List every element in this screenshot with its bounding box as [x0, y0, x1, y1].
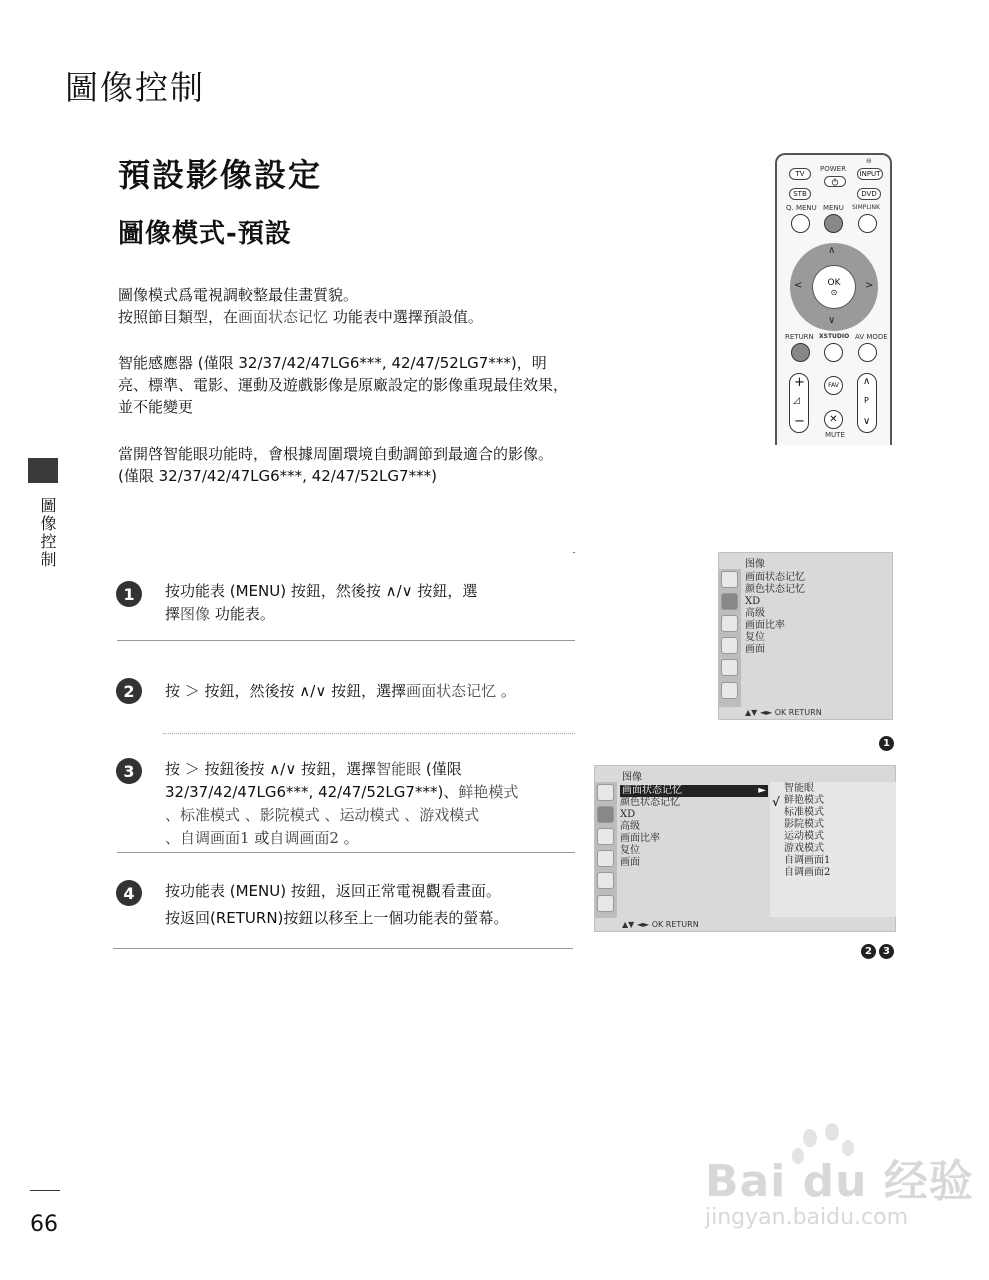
step-3-text: 按 ＞ 按鈕後按 ∧/∨ 按鈕，選擇智能眼 (僅限 32/37/42/47LG6***, 42/47/52LG7***)、鲜艳模式 、标准模式 、影院模式 、运动模式 、游戏模式 、自调画面1 或自调画面2 。: [165, 760, 519, 847]
osd-menu-picture: [718, 552, 893, 720]
page-number-rule: [30, 1190, 60, 1191]
osd2-item: 画面比率: [620, 833, 660, 844]
input-button: INPUT: [857, 168, 883, 180]
program-down-icon: ∨: [863, 416, 871, 427]
osd2-sub-item: 影院模式: [784, 819, 824, 830]
eye-paragraph: 當開啓智能眼功能時，會根據周圍環境自動調節到最適合的影像。(僅限 32/37/42/47LG6***, 42/47/52LG7***): [118, 445, 554, 485]
menu-label: MENU: [823, 204, 844, 212]
side-tab-marker: [28, 458, 58, 483]
tv-button: TV: [789, 168, 811, 180]
power-icon: [831, 178, 839, 186]
osd1-item: 画面比率: [745, 620, 785, 631]
osd2-item-selected: 画面状态记忆 ►: [622, 785, 766, 796]
step-4-text: 按功能表 (MENU) 按鈕，返回正常電視觀看畫面。 按返回(RETURN)按鈕以移至上一個功能表的螢幕。: [165, 882, 509, 927]
simplink-button: [858, 214, 877, 233]
osd1-input-icon: [721, 682, 738, 699]
osd2-option-icon: [597, 872, 614, 889]
osd1-setup-icon: [721, 571, 738, 588]
osd2-item: 颜色状态记忆: [620, 797, 680, 808]
page-number: 66: [30, 1212, 58, 1237]
up-arrow-icon: ∧: [828, 245, 836, 256]
stb-button: STB: [789, 188, 811, 200]
remote-control: [775, 153, 892, 445]
chapter-title: 圖像控制: [65, 68, 205, 107]
qmenu-label: Q. MENU: [786, 204, 817, 212]
osd1-item-list: [745, 572, 805, 656]
power-label: POWER: [820, 165, 846, 173]
side-tab-label: 圖像控制: [38, 497, 57, 569]
dvd-button: DVD: [857, 188, 881, 200]
intro-line-2: 按照節目類型，在画面状态记忆 功能表中選擇預設值。: [118, 308, 483, 326]
osd2-time-icon: [597, 850, 614, 867]
osd2-item: 高级: [620, 821, 640, 832]
osd2-setup-icon: [597, 784, 614, 801]
step-divider-1: [117, 640, 575, 641]
osd2-sub-item: 游戏模式: [784, 843, 824, 854]
osd2-item-list: [620, 785, 768, 869]
osd1-item: XD: [745, 596, 761, 607]
volume-icon: ◿: [793, 396, 800, 406]
return-button: [791, 343, 810, 362]
step-2-text: 按 ＞ 按鈕，然後按 ∧/∨ 按鈕，選擇画面状态记忆 。: [165, 682, 516, 700]
osd2-submenu: [770, 782, 896, 917]
step-divider-2: [163, 733, 575, 734]
step-divider-3: [117, 852, 575, 853]
fav-button: FAV: [824, 376, 843, 395]
osd1-item: 复位: [745, 632, 765, 643]
osd1-icon-column: [719, 569, 741, 707]
osd2-item: 画面: [620, 857, 640, 868]
osd1-header: 图像: [745, 559, 765, 570]
osd2-header: 图像: [622, 772, 642, 783]
intro-paragraph: [118, 284, 568, 328]
osd2-arrow-icon: ►: [758, 785, 766, 796]
step-divider-4: [113, 948, 573, 949]
osd2-picture-icon: [597, 806, 614, 823]
osd1-option-icon: [721, 659, 738, 676]
watermark-url: jingyan.baidu.com: [705, 1205, 909, 1230]
osd2-input-icon: [597, 895, 614, 912]
right-arrow-icon: >: [865, 280, 874, 291]
qmenu-button: [791, 214, 810, 233]
osd2-sub-item-checked: √ 鲜艳模式: [772, 795, 824, 809]
mute-icon: ✕: [824, 410, 843, 429]
return-label: RETURN: [785, 333, 814, 341]
avmode-label: AV MODE: [855, 333, 888, 341]
step-2-number: 2: [116, 678, 142, 704]
stray-dot: [573, 552, 575, 553]
osd2-sub-item: 自调画面2: [784, 867, 831, 878]
subsection-title: 圖像模式-預設: [118, 219, 292, 249]
osd1-time-icon: [721, 637, 738, 654]
menu-button: [824, 214, 843, 233]
osd1-audio-icon: [721, 615, 738, 632]
xstudio-button: [824, 343, 843, 362]
program-up-icon: ∧: [863, 376, 871, 387]
program-rocker: ∧ P ∨: [857, 373, 877, 433]
volume-rocker: + ◿ −: [789, 373, 809, 433]
osd2-sub-item: 运动模式: [784, 831, 824, 842]
osd1-footer: ▲▼ ◄► OK RETURN: [745, 708, 822, 717]
ok-button: OK ⊙: [812, 265, 856, 309]
osd2-icon-column: [595, 782, 617, 918]
osd1-item: 画面状态记忆: [745, 572, 805, 583]
osd1-caption: 1: [879, 736, 894, 751]
osd2-audio-icon: [597, 828, 614, 845]
osd2-sub-item: 自调画面1: [784, 855, 831, 866]
watermark-brand: Bai du 经验: [705, 1156, 974, 1207]
osd2-caption-b: 3: [879, 944, 894, 959]
mute-label: MUTE: [825, 431, 845, 439]
osd2-caption-a: 2: [861, 944, 876, 959]
osd2-sub-item: 标准模式: [784, 807, 824, 818]
power-button: [824, 176, 846, 187]
osd1-item: 画面: [745, 644, 765, 655]
left-arrow-icon: <: [794, 280, 803, 291]
intro-line-1: 圖像模式爲電視調較整最佳畫質貌。: [118, 286, 359, 304]
sensor-paragraph: 智能感應器 (僅限 32/37/42/47LG6***, 42/47/52LG7***)，明亮、標準、電影、運動及遊戲影像是原廠設定的影像重現最佳效果，並不能變更: [118, 354, 569, 416]
simplink-label: SIMPLINK: [852, 204, 880, 211]
osd1-item: 高级: [745, 608, 765, 619]
step-1-number: 1: [116, 581, 142, 607]
step-4-number: 4: [116, 880, 142, 906]
step-1-text: 按功能表 (MENU) 按鈕，然後按 ∧/∨ 按鈕，選 擇图像 功能表。: [165, 582, 478, 623]
step-3-number: 3: [116, 758, 142, 784]
osd2-item: 复位: [620, 845, 640, 856]
ok-dot-icon: ⊙: [830, 287, 838, 297]
down-arrow-icon: ∨: [828, 315, 836, 326]
osd-menu-picture-mode: [594, 765, 896, 932]
osd1-item: 颜色状态记忆: [745, 584, 805, 595]
checkmark-icon: √: [772, 795, 780, 809]
osd2-footer: ▲▼ ◄► OK RETURN: [622, 920, 699, 929]
osd2-sub-item: 智能眼: [784, 783, 814, 794]
section-title: 預設影像設定: [118, 156, 323, 194]
osd2-item: XD: [620, 809, 636, 820]
osd1-picture-icon: [721, 593, 738, 610]
avmode-button: [858, 343, 877, 362]
input-icon: ⊖: [866, 157, 872, 165]
dpad: [790, 243, 878, 331]
xstudio-label: XSTUDIO: [819, 333, 850, 340]
